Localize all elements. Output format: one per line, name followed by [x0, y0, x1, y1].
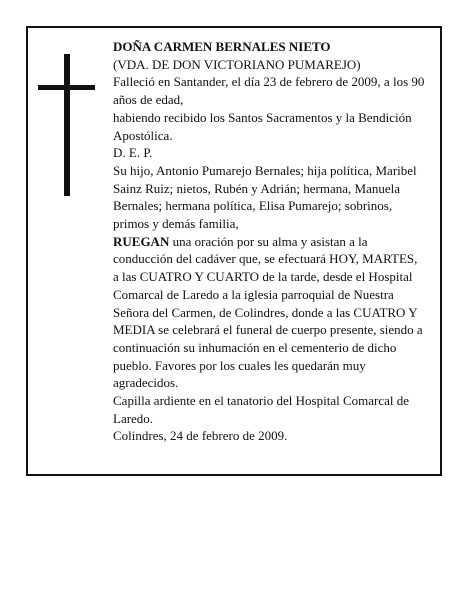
request-text: una oración por su alma y asistan a la conducción del cadáver que, se efectuará HOY, MARTES, a las CUATRO Y CUARTO de la tarde, desde el Hospital Comarcal de Laredo a la iglesia parroquial de Nuestra Señora del Carmen, de Colindres, donde a las CUATRO Y MEDIA se celebrará el funeral de cuerpo presente, siendo a continuación su inhumación en el cementerio de dicho pueblo. Favores por los cuales les quedarán muy agradecidos. — [113, 233, 423, 391]
request-paragraph — [113, 233, 425, 392]
cross-icon-bar — [38, 85, 95, 90]
widow-of-line: (VDA. DE DON VICTORIANO PUMAREJO) — [113, 56, 361, 72]
sacraments-line: habiendo recibido los Santos Sacramentos y la Bendición Apostólica. — [113, 109, 412, 143]
death-announcement: Falleció en Santander, el día 23 de febrero de 2009, a los 90 años de edad, — [113, 74, 425, 108]
ruegan-word: RUEGAN — [113, 233, 170, 249]
dep-line: D. E. P. — [113, 145, 153, 161]
chapel-line: Capilla ardiente en el tanatorio del Hospital Comarcal de Laredo. — [113, 393, 410, 426]
obituary-text — [113, 38, 425, 445]
family-list: Su hijo, Antonio Pumarejo Bernales; hija política, Maribel Sainz Ruiz; nietos, Rubén y Adrián; hermana, Manuela Bernales; hermana política, Elisa Pumarejo; sobrinos, primos y demás familia, — [113, 162, 417, 232]
deceased-name: DOÑA CARMEN BERNALES NIETO — [113, 39, 331, 54]
cross-icon — [64, 54, 70, 196]
place-date-line: Colindres, 24 de febrero de 2009. — [113, 428, 288, 444]
